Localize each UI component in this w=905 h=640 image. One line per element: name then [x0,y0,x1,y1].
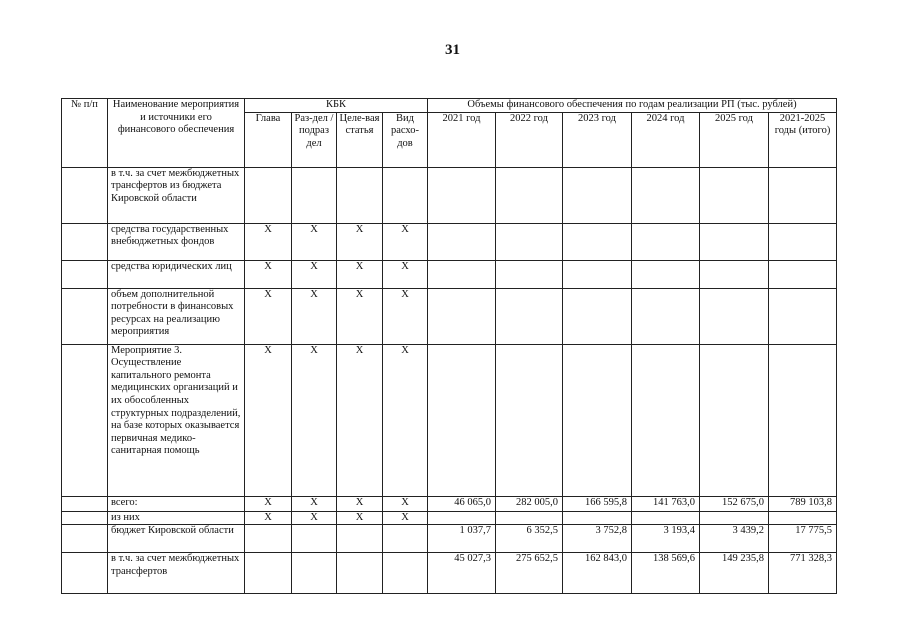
row-number-cell [62,344,108,496]
table-row [62,167,837,223]
header-name: Наименование мероприятия и источники его финансового обеспечения [108,99,245,168]
kbk-cell: X [337,511,383,525]
header-kbk-col: Глава [245,112,292,167]
kbk-cell [337,525,383,553]
funding-value-cell [428,511,496,525]
table-row [62,260,837,288]
kbk-cell [292,167,337,223]
kbk-cell [292,525,337,553]
row-name-cell: средства юридических лиц [108,260,245,288]
header-year-col: 2025 год [700,112,769,167]
funding-value-cell [700,344,769,496]
page-number: 31 [445,42,460,58]
kbk-cell [337,167,383,223]
funding-value-cell [769,223,837,260]
table-row [62,511,837,525]
funding-value-cell [563,288,632,344]
kbk-cell: X [383,223,428,260]
header-year-col: 2021-2025 годы (итого) [769,112,837,167]
funding-value-cell [769,260,837,288]
kbk-cell: X [383,288,428,344]
funding-value-cell [632,223,700,260]
kbk-cell: X [337,223,383,260]
row-number-cell [62,496,108,511]
table-row [62,344,837,496]
kbk-cell [245,167,292,223]
funding-value-cell [700,288,769,344]
header-year-col: 2024 год [632,112,700,167]
kbk-cell [383,525,428,553]
row-name-cell: всего: [108,496,245,511]
table-row [62,496,837,511]
kbk-cell: X [337,344,383,496]
kbk-cell: X [292,496,337,511]
funding-value-cell: 46 065,0 [428,496,496,511]
funding-value-cell [496,223,563,260]
kbk-cell: X [245,496,292,511]
funding-value-cell [769,288,837,344]
funding-value-cell [632,511,700,525]
kbk-cell: X [292,260,337,288]
funding-value-cell: 17 775,5 [769,525,837,553]
funding-value-cell [496,260,563,288]
funding-value-cell [700,511,769,525]
kbk-cell [245,553,292,594]
kbk-cell: X [292,288,337,344]
funding-value-cell: 162 843,0 [563,553,632,594]
kbk-cell: X [245,511,292,525]
funding-value-cell [769,344,837,496]
kbk-cell [383,553,428,594]
kbk-cell: X [383,496,428,511]
kbk-cell [292,553,337,594]
table-row [62,553,837,594]
funding-value-cell: 3 193,4 [632,525,700,553]
header-kbk-col: Раз-дел / подраз дел [292,112,337,167]
row-number-cell [62,223,108,260]
funding-value-cell [563,167,632,223]
row-number-cell [62,288,108,344]
kbk-cell: X [337,496,383,511]
funding-value-cell: 166 595,8 [563,496,632,511]
funding-value-cell: 282 005,0 [496,496,563,511]
funding-value-cell [700,167,769,223]
funding-value-cell [428,260,496,288]
header-funding-title: Объемы финансового обеспечения по годам реализации РП (тыс. рублей) [428,99,837,113]
funding-value-cell [563,344,632,496]
funding-value-cell [496,167,563,223]
row-name-cell: бюджет Кировской области [108,525,245,553]
table-row [62,223,837,260]
funding-value-cell [563,260,632,288]
header-year-col: 2021 год [428,112,496,167]
header-kbk: КБК [245,99,428,113]
header-year-col: 2023 год [563,112,632,167]
row-name-cell: средства государственных внебюджетных фондов [108,223,245,260]
funding-value-cell: 1 037,7 [428,525,496,553]
row-number-cell [62,525,108,553]
row-number-cell [62,511,108,525]
funding-value-cell [632,344,700,496]
funding-value-cell: 789 103,8 [769,496,837,511]
kbk-cell [383,167,428,223]
table-row [62,525,837,553]
kbk-cell: X [245,288,292,344]
funding-value-cell [632,288,700,344]
kbk-cell [337,553,383,594]
row-name-cell: Мероприятие 3. Осуществление капитального ремонта медицинских организаций и их обособленных структурных подразделений, на базе которых оказывается первичная медико-санитарная помощь [108,344,245,496]
funding-value-cell [428,223,496,260]
row-number-cell [62,260,108,288]
table-row [62,288,837,344]
row-number-cell [62,553,108,594]
funding-value-cell: 152 675,0 [700,496,769,511]
header-kbk-col: Вид расхо-дов [383,112,428,167]
funding-value-cell [428,344,496,496]
funding-value-cell [769,511,837,525]
funding-table [61,98,837,594]
row-name-cell: из них [108,511,245,525]
header-year-col: 2022 год [496,112,563,167]
funding-value-cell [563,223,632,260]
funding-value-cell [563,511,632,525]
kbk-cell: X [292,344,337,496]
funding-value-cell [700,223,769,260]
funding-value-cell [496,344,563,496]
funding-value-cell: 3 752,8 [563,525,632,553]
funding-value-cell [496,511,563,525]
row-number-cell [62,167,108,223]
kbk-cell: X [245,344,292,496]
row-name-cell: в т.ч. за счет межбюджетных трансфертов [108,553,245,594]
row-name-cell: объем дополнительной потребности в финансовых ресурсах на реализацию мероприятия [108,288,245,344]
header-kbk-col: Целе-вая статья [337,112,383,167]
kbk-cell: X [245,223,292,260]
funding-value-cell [428,167,496,223]
funding-value-cell [769,167,837,223]
funding-value-cell: 6 352,5 [496,525,563,553]
funding-value-cell: 141 763,0 [632,496,700,511]
kbk-cell: X [383,260,428,288]
funding-value-cell [496,288,563,344]
funding-value-cell: 3 439,2 [700,525,769,553]
funding-value-cell: 45 027,3 [428,553,496,594]
kbk-cell: X [292,511,337,525]
kbk-cell: X [337,288,383,344]
funding-value-cell: 138 569,6 [632,553,700,594]
kbk-cell: X [337,260,383,288]
funding-value-cell [700,260,769,288]
kbk-cell: X [292,223,337,260]
funding-value-cell: 275 652,5 [496,553,563,594]
kbk-cell [245,525,292,553]
header-num: № п/п [62,99,108,168]
kbk-cell: X [383,511,428,525]
funding-value-cell [428,288,496,344]
funding-value-cell [632,260,700,288]
row-name-cell: в т.ч. за счет межбюджетных трансфертов из бюджета Кировской области [108,167,245,223]
funding-value-cell: 149 235,8 [700,553,769,594]
kbk-cell: X [245,260,292,288]
funding-value-cell [632,167,700,223]
kbk-cell: X [383,344,428,496]
funding-value-cell: 771 328,3 [769,553,837,594]
